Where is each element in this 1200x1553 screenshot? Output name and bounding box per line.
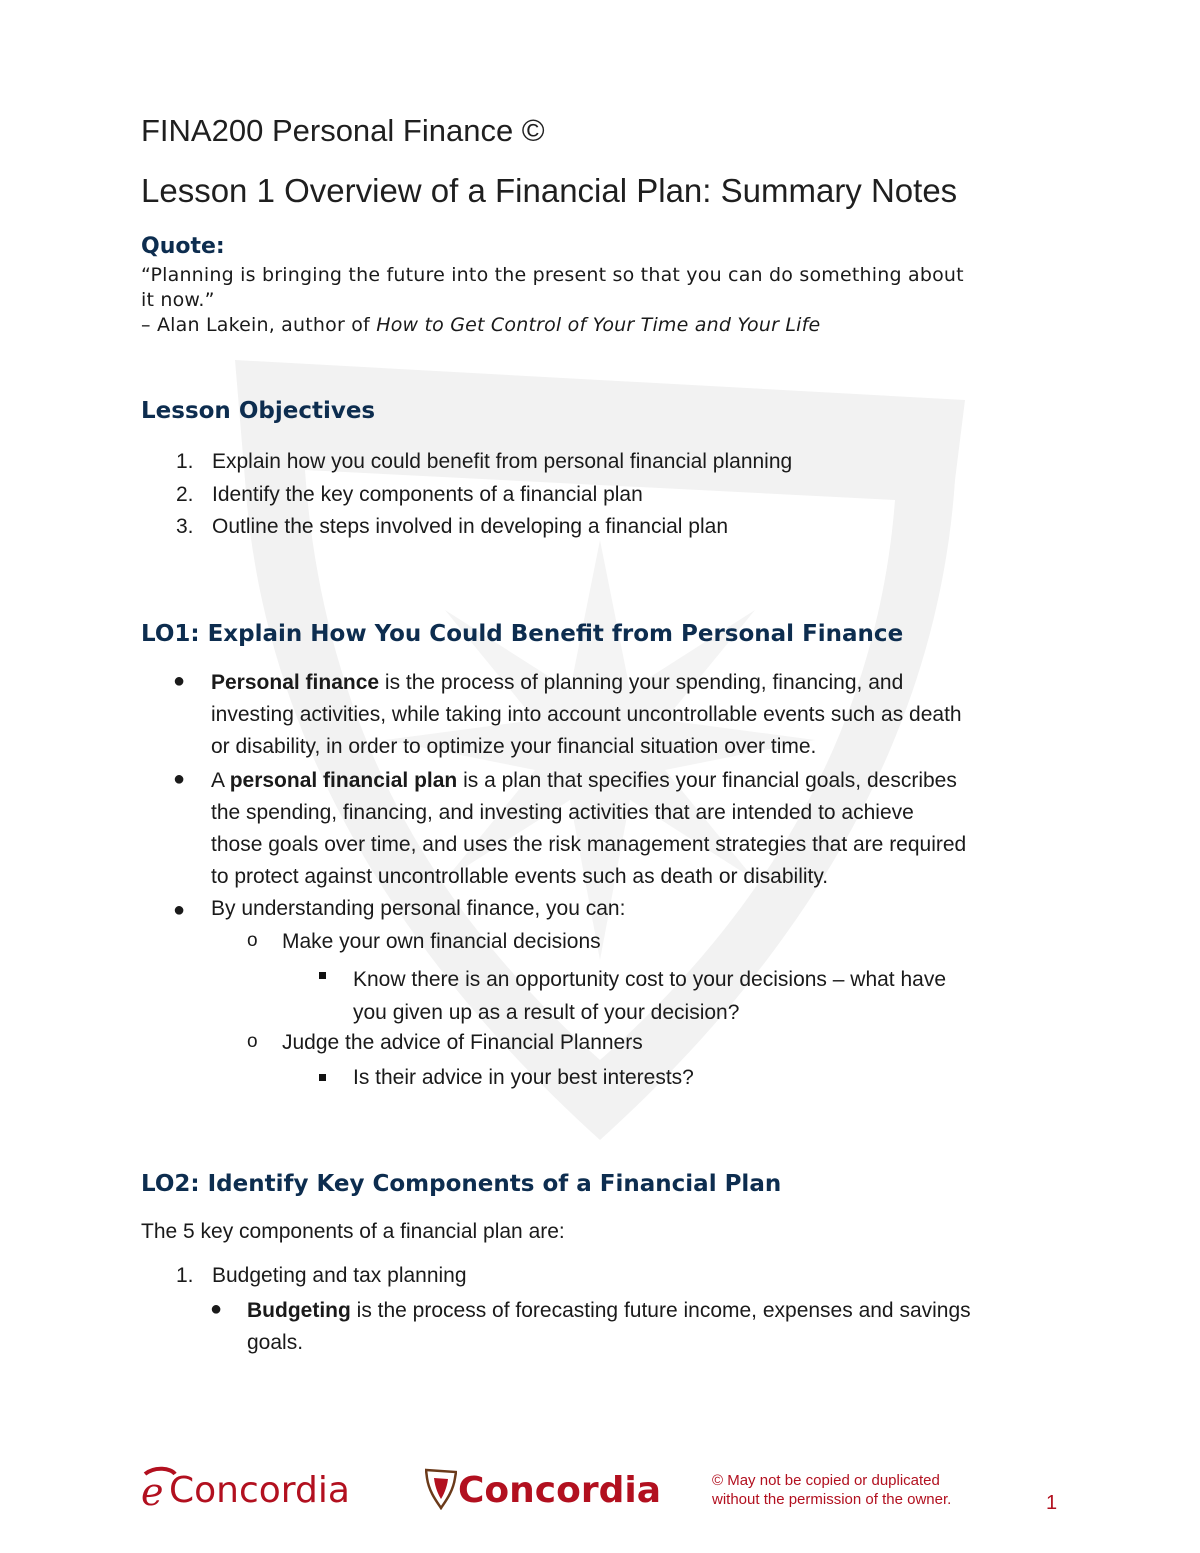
circle-bullet-icon: o <box>247 1031 258 1052</box>
sub-item-judge-advice: Judge the advice of Financial Planners <box>282 1031 643 1054</box>
text-line: the spending, financing, and investing activities that are intended to achieve <box>211 801 914 824</box>
text-line: investing activities, while taking into account uncontrollable events such as death <box>211 703 962 726</box>
term-personal-financial-plan: personal financial plan <box>229 769 458 792</box>
lo1-bullet-understanding: By understanding personal finance, you can: <box>211 897 626 920</box>
text-line: or disability, in order to optimize your financial situation over time. <box>211 735 817 758</box>
text-line: you given up as a result of your decision? <box>353 1001 740 1024</box>
econcordia-logo-text: Concordia <box>169 1470 350 1511</box>
text-span: is a plan that specifies your financial goals, describes <box>457 769 957 792</box>
component-budgeting-tax: Budgeting and tax planning <box>212 1264 467 1287</box>
sub-sub-item-best-interests: Is their advice in your best interests? <box>353 1066 694 1089</box>
text-span: is the process of planning your spending, financing, and <box>379 671 904 694</box>
quote-text-line2: it now.” <box>141 289 215 311</box>
lo2-heading: LO2: Identify Key Components of a Financial Plan <box>141 1171 782 1197</box>
bullet-icon: ● <box>173 768 186 790</box>
bullet-icon: ● <box>173 670 186 692</box>
document-title: FINA200 Personal Finance © <box>141 113 545 148</box>
objective-number: 3. <box>176 515 194 538</box>
term-budgeting: Budgeting <box>247 1299 351 1322</box>
objectives-heading: Lesson Objectives <box>141 398 376 424</box>
lo2-intro: The 5 key components of a financial plan are: <box>141 1220 565 1243</box>
document-subtitle: Lesson 1 Overview of a Financial Plan: Summary Notes <box>141 172 958 209</box>
quote-book-title: How to Get Control of Your Time and Your Life <box>376 314 821 336</box>
text-line: to protect against uncontrollable events such as death or disability. <box>211 865 829 888</box>
quote-text-line1: “Planning is bringing the future into the present so that you can do something about <box>141 264 964 286</box>
text-span: A <box>211 769 230 792</box>
bullet-icon: ● <box>210 1298 223 1320</box>
quote-attribution <box>141 313 1066 338</box>
circle-bullet-icon: o <box>247 930 258 951</box>
quote-attribution-prefix: – Alan Lakein, author of <box>141 314 377 336</box>
bullet-icon: ● <box>173 899 186 921</box>
econcordia-logo-prefix: e <box>141 1470 164 1514</box>
objective-item: Explain how you could benefit from personal financial planning <box>212 450 793 473</box>
square-bullet-icon <box>319 1074 326 1081</box>
lo1-bullet-financial-plan <box>211 765 1071 893</box>
quote-block <box>141 263 1066 338</box>
objective-number: 2. <box>176 483 194 506</box>
text-span: is the process of forecasting future income, expenses and savings <box>350 1299 971 1322</box>
objective-number: 1. <box>176 450 194 473</box>
copyright-notice-line: © May not be copied or duplicated <box>712 1472 940 1489</box>
page-number: 1 <box>1046 1492 1058 1514</box>
sub-item-own-decisions: Make your own financial decisions <box>282 930 601 953</box>
objective-item: Outline the steps involved in developing a financial plan <box>212 515 729 538</box>
term-personal-finance: Personal finance <box>211 671 380 694</box>
lo2-bullet-budgeting <box>247 1295 971 1359</box>
copyright-notice-line: without the permission of the owner. <box>712 1491 952 1508</box>
text-line: goals. <box>247 1331 304 1354</box>
copyright-notice <box>712 1471 951 1509</box>
objective-item: Identify the key components of a financial plan <box>212 483 643 506</box>
quote-label: Quote: <box>141 234 225 259</box>
lo1-bullet-personal-finance <box>211 667 1071 763</box>
component-number: 1. <box>176 1264 194 1287</box>
concordia-shield-icon <box>425 1468 457 1510</box>
square-bullet-icon <box>319 972 326 979</box>
text-line: Know there is an opportunity cost to your decisions – what have <box>353 968 947 991</box>
concordia-logo-text: Concordia <box>458 1470 662 1511</box>
text-line: those goals over time, and uses the risk management strategies that are required <box>211 833 967 856</box>
sub-sub-item-opportunity-cost <box>353 963 946 1029</box>
lo1-heading: LO1: Explain How You Could Benefit from Personal Finance <box>141 621 904 647</box>
